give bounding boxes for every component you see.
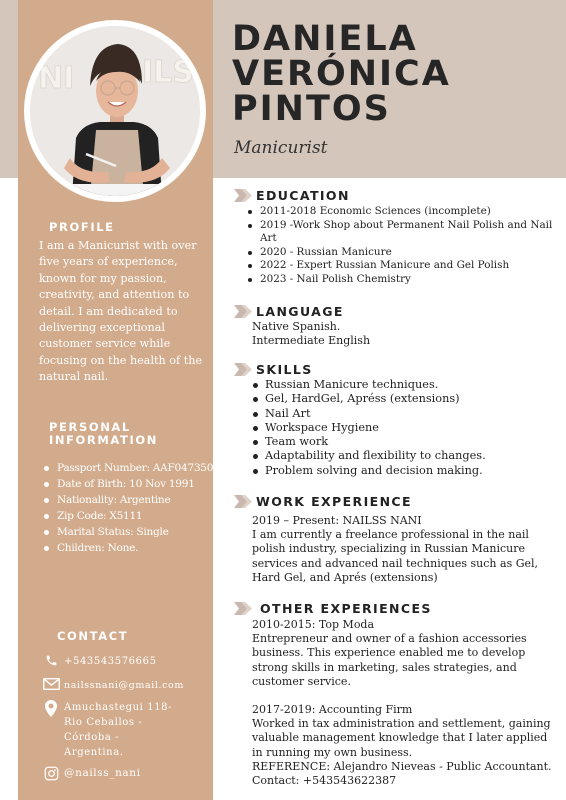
language-heading — [234, 304, 344, 319]
name-line-1: DANIELA — [232, 19, 418, 59]
address-line: Amuchastegui 118- — [64, 702, 173, 713]
profile-heading: PROFILE — [49, 220, 115, 234]
work-heading — [234, 494, 412, 509]
skill-item: Workspace Hygiene — [251, 421, 551, 435]
personal-info-item: Passport Number: AAF047350 — [42, 460, 213, 476]
education-heading — [234, 188, 350, 203]
skills-list — [251, 378, 551, 478]
other-entry-title: 2010-2015: Top Moda — [252, 618, 375, 631]
skills-heading — [234, 362, 313, 377]
instagram-icon — [42, 766, 60, 781]
profile-photo — [30, 26, 200, 196]
svg-text:NI: NI — [38, 61, 75, 96]
name-line-3: PINTOS — [232, 89, 391, 129]
other-entry-text: Worked in tax administration and settlement, gaining valuable management knowledge that I later applied in running my own business. — [252, 717, 551, 759]
skill-item: Team work — [251, 435, 551, 449]
other-entry-title: 2017-2019: Accounting Firm — [252, 703, 413, 716]
personal-info-item: Zip Code: X5111 — [42, 508, 213, 524]
other-entry-reference: REFERENCE: Alejandro Nieveas - Public Accountant. — [252, 759, 552, 773]
full-name — [232, 19, 562, 129]
address-line: Argentina. — [64, 747, 124, 758]
personal-info-item: Date of Birth: 10 Nov 1991 — [42, 476, 213, 492]
work-title: WORK EXPERIENCE — [256, 494, 412, 509]
profile-text: I am a Manicurist with over five years of experience, known for my passion, creativity, and attention to detail. I am dedicated to delivering exceptional customer service while focusing on the health of the natural nail. — [39, 239, 203, 384]
address-line: Rio Ceballos - — [64, 717, 143, 728]
address-line: Córdoba - — [64, 732, 120, 743]
language-text — [252, 320, 560, 348]
chevron-icon — [234, 305, 252, 318]
contact-address — [42, 700, 172, 760]
email-address: nailssnani@gmail.com — [64, 680, 184, 691]
language-line: Native Spanish. — [252, 320, 341, 333]
name-line-2: VERÓNICA — [232, 54, 451, 94]
personal-info-item: Marital Status: Single — [42, 524, 213, 540]
personal-info-heading — [49, 421, 158, 447]
skills-title: SKILLS — [256, 362, 313, 377]
education-list — [246, 205, 558, 287]
personal-info-heading-line2: INFORMATION — [49, 433, 158, 447]
personal-info-list — [42, 460, 213, 556]
work-entry — [252, 514, 560, 585]
personal-info-item: Nationality: Argentine — [42, 492, 213, 508]
education-item: 2020 - Russian Manicure — [246, 246, 558, 260]
skill-item: Adaptability and flexibility to changes. — [251, 449, 551, 463]
svg-text:ILS: ILS — [142, 55, 194, 90]
other-title: OTHER EXPERIENCES — [260, 601, 432, 616]
personal-info-item: Children: None. — [42, 540, 213, 556]
work-entry-title: 2019 – Present: NAILSS NANI — [252, 514, 422, 527]
skill-item: Russian Manicure techniques. — [251, 378, 551, 392]
work-entry-text: I am currently a freelance professional in the nail polish industry, specializing in Russian Manicure services and advanced nail techniques such as Gel, Hard Gel, and Aprés (extensions) — [252, 528, 539, 584]
chevron-icon — [234, 602, 252, 615]
other-entry-1 — [252, 618, 560, 689]
mail-icon — [42, 678, 60, 690]
other-entry-contact: Contact: +543543622387 — [252, 774, 397, 788]
education-title: EDUCATION — [256, 188, 350, 203]
other-entry-text: Entrepreneur and owner of a fashion accessories business. This experience enabled me to develop strong skills in marketing, sales strategies, and customer service. — [252, 632, 527, 688]
education-item: 2011-2018 Economic Sciences (incomplete) — [246, 205, 558, 219]
education-item: 2023 - Nail Polish Chemistry — [246, 273, 558, 287]
address — [64, 700, 172, 760]
education-item: 2022 - Expert Russian Manicure and Gel Polish — [246, 259, 558, 273]
instagram-handle: @nailss_nani — [64, 767, 141, 779]
contact-email[interactable] — [42, 678, 184, 693]
location-pin-icon — [42, 700, 60, 717]
job-title: Manicurist — [234, 138, 328, 158]
skill-item: Gel, HardGel, Apréss (extensions) — [251, 392, 551, 406]
contact-heading: CONTACT — [57, 629, 129, 643]
chevron-icon — [234, 189, 252, 202]
language-line: Intermediate English — [252, 334, 371, 348]
chevron-icon — [234, 363, 252, 376]
other-entry-2 — [252, 703, 560, 788]
skill-item: Problem solving and decision making. — [251, 464, 551, 478]
contact-phone[interactable] — [42, 654, 157, 669]
phone-icon — [42, 654, 60, 667]
personal-info-heading-line1: PERSONAL — [49, 420, 131, 434]
education-item: 2019 -Work Shop about Permanent Nail Polish and Nail Art — [246, 219, 558, 246]
contact-instagram[interactable] — [42, 766, 141, 781]
skill-item: Nail Art — [251, 407, 551, 421]
phone-number: +543543576665 — [64, 656, 157, 667]
language-title: LANGUAGE — [256, 304, 344, 319]
other-heading — [234, 601, 432, 616]
chevron-icon — [234, 495, 252, 508]
